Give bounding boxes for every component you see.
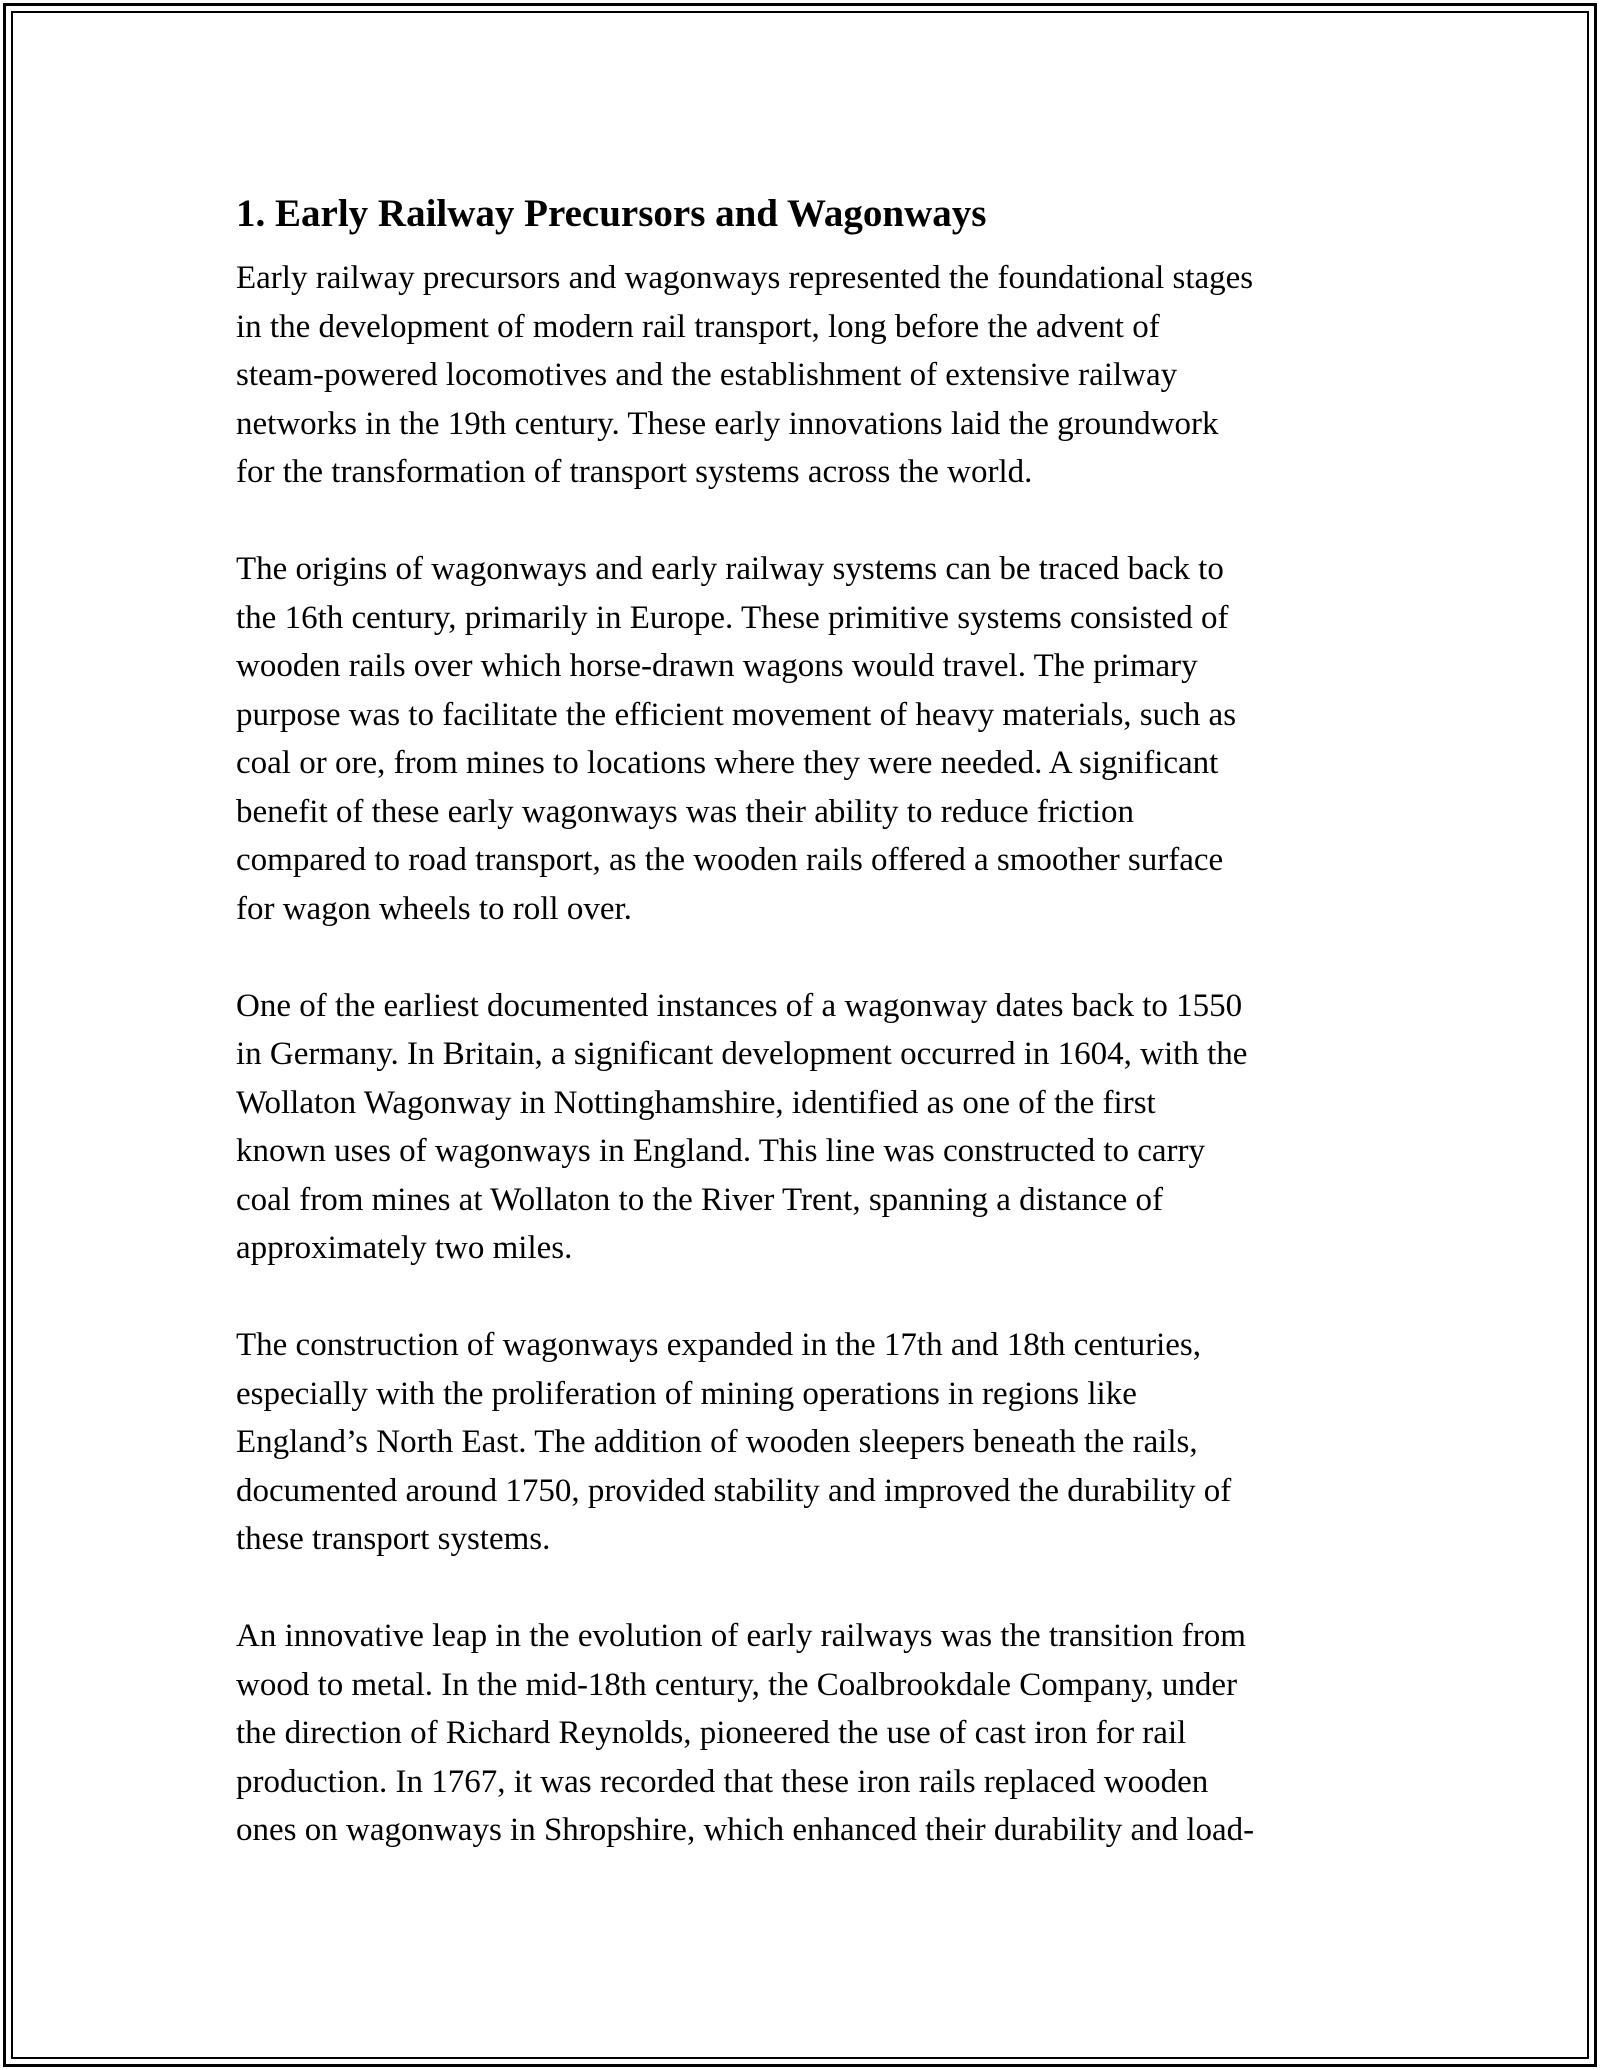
- text-line: One of the earliest documented instances of a wagonway dates back to 1550: [236, 987, 1243, 1024]
- paragraph-earliest-instances: [236, 982, 1386, 1273]
- text-line: Early railway precursors and wagonways represented the foundational stages: [236, 260, 1254, 296]
- text-line: in Germany. In Britain, a significant development occurred in 1604, with the: [236, 1036, 1248, 1072]
- text-line: networks in the 19th century. These early innovations laid the groundwork: [236, 405, 1219, 442]
- text-line: The origins of wagonways and early railway systems can be traced back to: [236, 551, 1224, 587]
- text-line: coal or ore, from mines to locations where they were needed. A significant: [236, 745, 1219, 781]
- text-line: The construction of wagonways expanded in the 17th and 18th centuries,: [236, 1327, 1201, 1363]
- text-line: Wollaton Wagonway in Nottinghamshire, identified as one of the first: [236, 1084, 1156, 1121]
- text-line: wooden rails over which horse-drawn wagons would travel. The primary: [236, 648, 1198, 684]
- paragraph-introduction: [236, 254, 1386, 497]
- text-line: for the transformation of transport systems across the world.: [236, 454, 1033, 490]
- text-line: the direction of Richard Reynolds, pioneered the use of cast iron for rail: [236, 1715, 1187, 1751]
- paragraph-wood-to-metal: [236, 1612, 1386, 1855]
- text-line: these transport systems.: [236, 1521, 551, 1557]
- text-line: the 16th century, primarily in Europe. These primitive systems consisted of: [236, 599, 1229, 636]
- text-line: in the development of modern rail transport, long before the advent of: [236, 308, 1160, 345]
- paragraph-origins: [236, 545, 1386, 933]
- text-line: production. In 1767, it was recorded that these iron rails replaced wooden: [236, 1763, 1209, 1800]
- text-line: coal from mines at Wollaton to the River Trent, spanning a distance of: [236, 1181, 1163, 1218]
- text-line: An innovative leap in the evolution of early railways was the transition from: [236, 1618, 1246, 1654]
- paragraph-expansion: [236, 1321, 1386, 1564]
- text-line: especially with the proliferation of mining operations in regions like: [236, 1375, 1137, 1412]
- text-line: wood to metal. In the mid-18th century, the Coalbrookdale Company, under: [236, 1666, 1238, 1703]
- text-line: known uses of wagonways in England. This line was constructed to carry: [236, 1133, 1206, 1169]
- text-line: documented around 1750, provided stability and improved the durability of: [236, 1472, 1232, 1509]
- text-line: for wagon wheels to roll over.: [236, 890, 632, 927]
- text-line: compared to road transport, as the wooden rails offered a smoother surface: [236, 842, 1224, 878]
- text-line: steam-powered locomotives and the establishment of extensive railway: [236, 357, 1178, 393]
- text-line: purpose was to facilitate the efficient movement of heavy materials, such as: [236, 696, 1237, 733]
- text-line: approximately two miles.: [236, 1230, 573, 1266]
- page-title: 1. Early Railway Precursors and Wagonways: [236, 192, 987, 235]
- text-line: ones on wagonways in Shropshire, which enhanced their durability and load-: [236, 1812, 1255, 1848]
- text-line: benefit of these early wagonways was their ability to reduce friction: [236, 793, 1135, 830]
- text-line: England’s North East. The addition of wooden sleepers beneath the rails,: [236, 1424, 1198, 1460]
- document-body: [236, 186, 1386, 1903]
